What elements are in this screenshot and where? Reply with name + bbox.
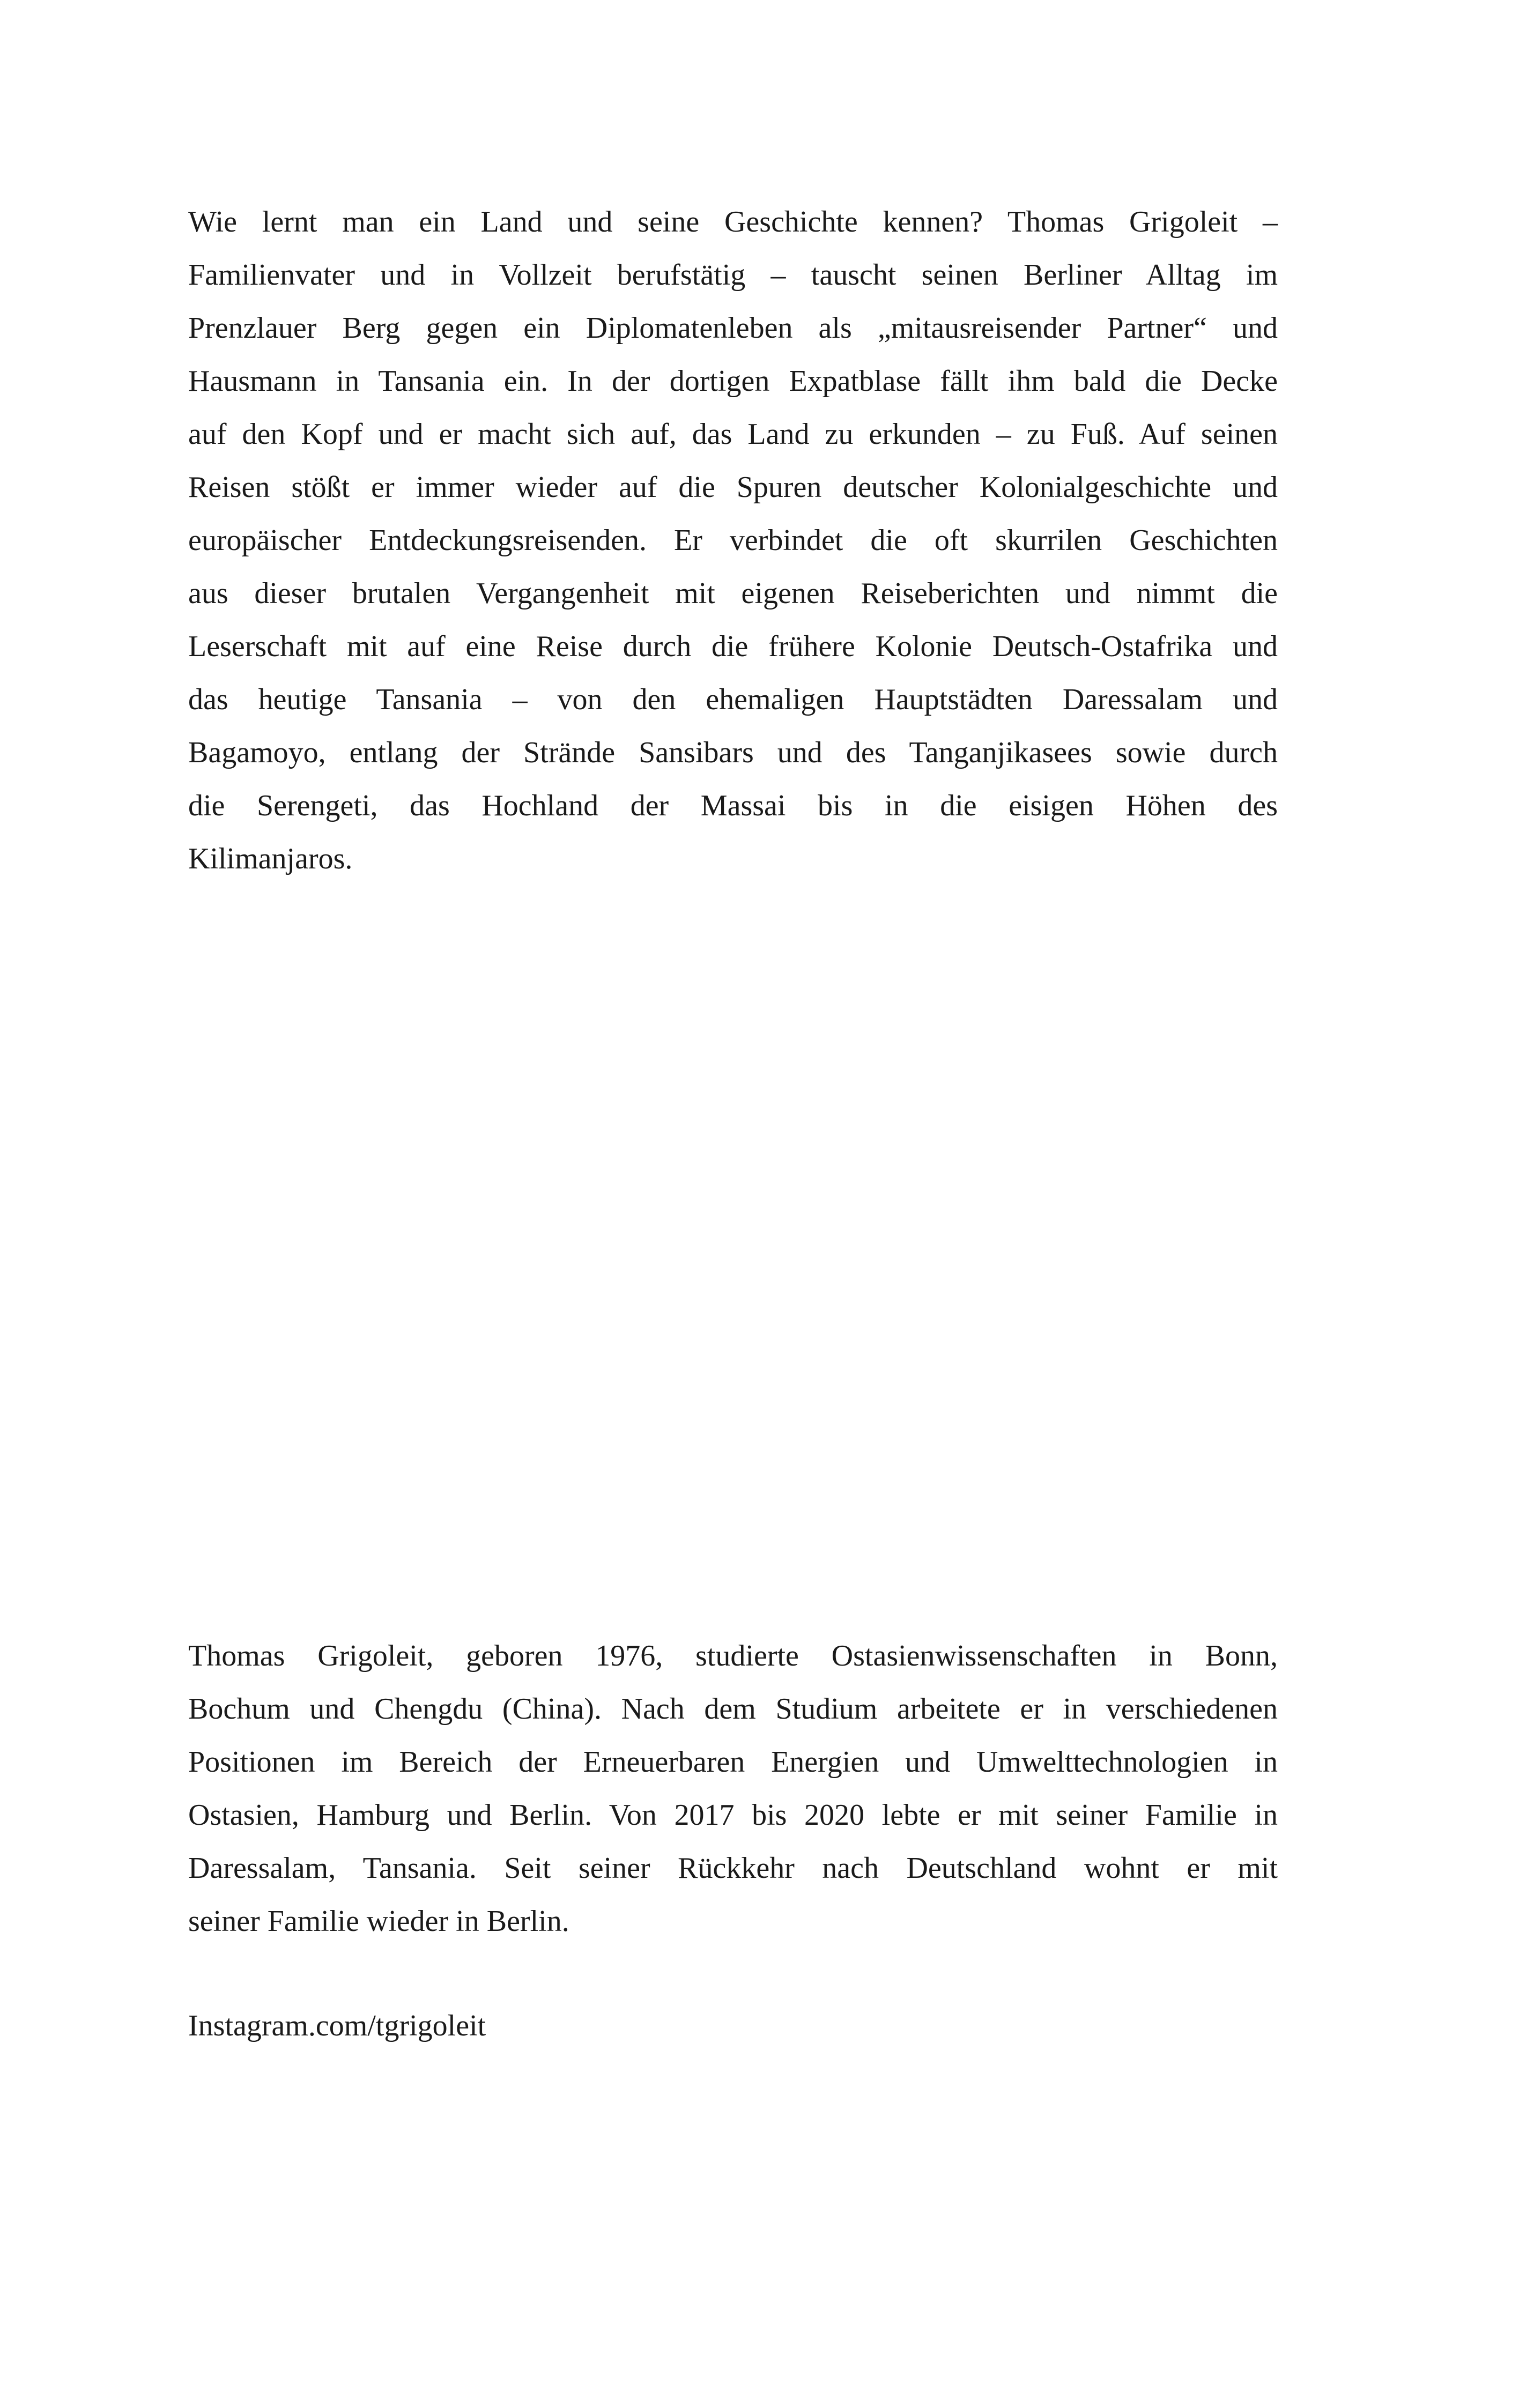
blurb-line: Bagamoyo, entlang der Strände Sansibars und des Tanganjikasees sowie durch [188, 736, 1278, 769]
blurb-line: das heutige Tansania – von den ehemaligen Hauptstädten Daressalam und [188, 683, 1278, 716]
bio-line: Ostasien, Hamburg und Berlin. Von 2017 bis 2020 lebte er mit seiner Familie in [188, 1798, 1278, 1832]
book-blurb [188, 196, 1278, 886]
blurb-line: Hausmann in Tansania ein. In der dortigen Expatblase fällt ihm bald die Decke [188, 365, 1278, 398]
blurb-line: auf den Kopf und er macht sich auf, das Land zu erkunden – zu Fuß. Auf seinen [188, 418, 1278, 451]
bio-line: Positionen im Bereich der Erneuerbaren Energien und Umwelttechnologien in [188, 1745, 1278, 1779]
blurb-line: Familienvater und in Vollzeit berufstätig – tauscht seinen Berliner Alltag im [188, 258, 1278, 292]
bio-line: Bochum und Chengdu (China). Nach dem Studium arbeitete er in verschiedenen [188, 1692, 1278, 1726]
blurb-line: Reisen stößt er immer wieder auf die Spuren deutscher Kolonialgeschichte und [188, 471, 1278, 504]
instagram-link: Instagram.com/tgrigoleit [188, 2009, 486, 2042]
author-bio [188, 1630, 1278, 1948]
blurb-line: europäischer Entdeckungsreisenden. Er verbindet die oft skurrilen Geschichten [188, 524, 1278, 557]
bio-line: Daressalam, Tansania. Seit seiner Rückkehr nach Deutschland wohnt er mit [188, 1852, 1278, 1885]
blurb-line: Prenzlauer Berg gegen ein Diplomatenleben als „mitausreisender Partner“ und [188, 311, 1278, 345]
blurb-line: Kilimanjaros. [188, 842, 353, 875]
blurb-line: die Serengeti, das Hochland der Massai bis in die eisigen Höhen des [188, 789, 1278, 822]
blurb-line: Leserschaft mit auf eine Reise durch die frühere Kolonie Deutsch-Ostafrika und [188, 630, 1278, 663]
bio-line: Thomas Grigoleit, geboren 1976, studierte Ostasienwissenschaften in Bonn, [188, 1639, 1278, 1673]
blurb-line: Wie lernt man ein Land und seine Geschichte kennen? Thomas Grigoleit – [188, 205, 1278, 239]
bio-line: seiner Familie wieder in Berlin. [188, 1905, 569, 1938]
blurb-line: aus dieser brutalen Vergangenheit mit eigenen Reiseberichten und nimmt die [188, 577, 1278, 610]
